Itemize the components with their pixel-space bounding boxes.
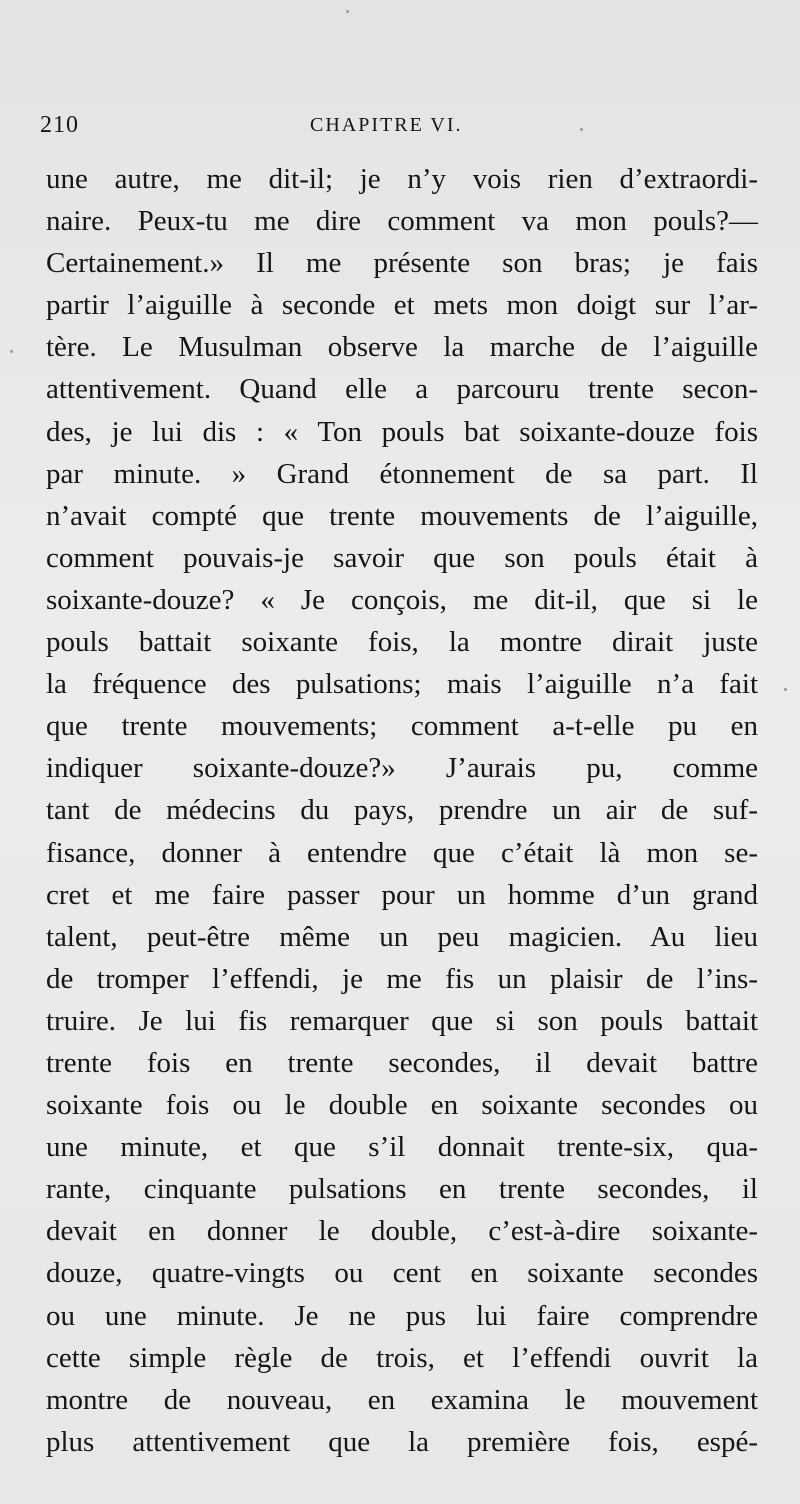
paper-speck <box>580 128 583 131</box>
text-line: ou une minute. Je ne pus lui faire comprendre <box>46 1299 758 1332</box>
text-line: de tromper l’effendi, je me fis un plaisir de l’ins- <box>46 962 758 995</box>
text-line: des, je lui dis : « Ton pouls bat soixante-douze fois <box>46 415 758 448</box>
text-line: pouls battait soixante fois, la montre dirait juste <box>46 626 758 659</box>
text-line: plus attentivement que la première fois, espé- <box>46 1425 758 1458</box>
text-line: douze, quatre-vingts ou cent en soixante secondes <box>46 1257 758 1290</box>
running-head: CHAPITRE VI. <box>310 114 463 136</box>
text-line: montre de nouveau, en examina le mouvement <box>46 1383 758 1416</box>
text-line: que trente mouvements; comment a-t-elle pu en <box>46 710 758 743</box>
text-line: une minute, et que s’il donnait trente-six, qua- <box>46 1131 758 1164</box>
text-line: cret et me faire passer pour un homme d’un grand <box>46 878 758 911</box>
page-number: 210 <box>40 112 79 138</box>
text-line: attentivement. Quand elle a parcouru trente secon- <box>46 373 758 406</box>
text-line: talent, peut-être même un peu magicien. Au lieu <box>46 920 758 953</box>
text-line: tère. Le Musulman observe la marche de l’aiguille <box>46 331 758 364</box>
text-line: soixante-douze? « Je conçois, me dit-il, que si le <box>46 583 758 616</box>
text-line: cette simple règle de trois, et l’effendi ouvrit la <box>46 1341 758 1374</box>
text-line: soixante fois ou le double en soixante secondes ou <box>46 1089 758 1122</box>
text-line: naire. Peux-tu me dire comment va mon pouls?— <box>46 205 758 238</box>
text-line: n’avait compté que trente mouvements de l’aiguille, <box>46 499 758 532</box>
page-header <box>40 112 760 146</box>
text-line: devait en donner le double, c’est-à-dire soixante- <box>46 1215 758 1248</box>
text-line: truire. Je lui fis remarquer que si son pouls battait <box>46 1004 758 1037</box>
text-line: par minute. » Grand étonnement de sa part. Il <box>46 457 758 490</box>
body-text <box>46 158 758 1463</box>
text-line: comment pouvais-je savoir que son pouls était à <box>46 541 758 574</box>
text-line: tant de médecins du pays, prendre un air de suf- <box>46 794 758 827</box>
text-line: une autre, me dit-il; je n’y vois rien d’extraordi- <box>46 163 758 195</box>
text-line: partir l’aiguille à seconde et mets mon doigt sur l’ar- <box>46 289 758 322</box>
text-line: Certainement.» Il me présente son bras; je fais <box>46 247 758 280</box>
text-line: rante, cinquante pulsations en trente secondes, il <box>46 1173 758 1206</box>
text-line: indiquer soixante-douze?» J’aurais pu, comme <box>46 752 758 785</box>
paper-speck <box>784 688 787 691</box>
text-line: fisance, donner à entendre que c’était là mon se- <box>46 836 758 869</box>
paper-speck <box>10 350 13 353</box>
paper-speck <box>346 10 349 13</box>
text-line: trente fois en trente secondes, il devait battre <box>46 1046 758 1079</box>
text-line: la fréquence des pulsations; mais l’aiguille n’a fait <box>46 668 758 701</box>
